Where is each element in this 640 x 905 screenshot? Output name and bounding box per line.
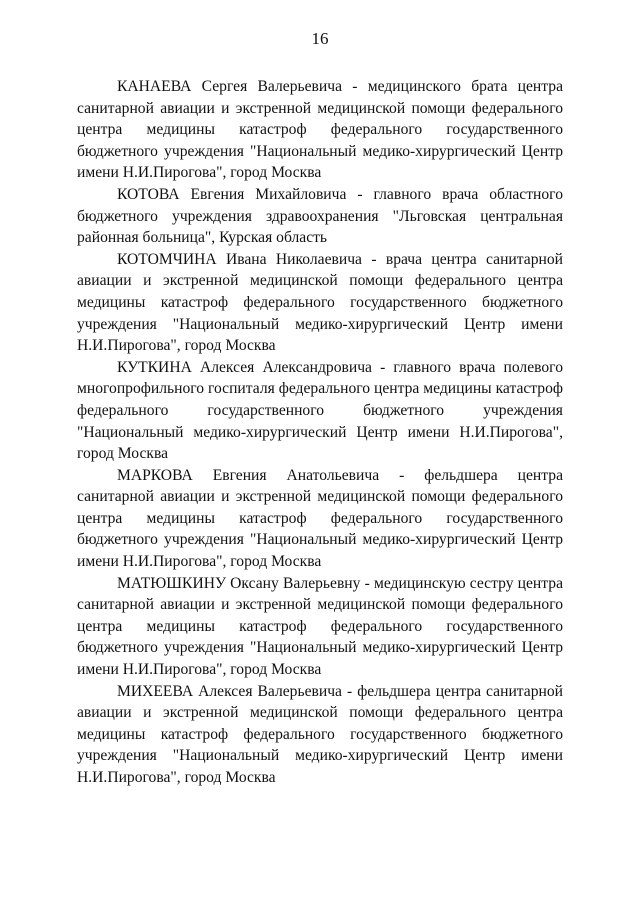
- list-item: КОТОМЧИНА Ивана Николаевича - врача центра санитарной авиации и экстренной медицинской помощи федерального центра медицины катастроф федерального государственного бюджетного учреждения "Национальный медико-хирургический Центр имени Н.И.Пирогова", город Москва: [77, 250, 563, 355]
- list-item: МАРКОВА Евгения Анатольевича - фельдшера центра санитарной авиации и экстренной медицинской помощи федерального центра медицины катастроф федерального государственного бюджетного учреждения "Национальный медико-хирургический Центр имени Н.И.Пирогова", город Москва: [77, 466, 563, 571]
- list-item: КАНАЕВА Сергея Валерьевича - медицинского брата центра санитарной авиации и экстренной медицинской помощи федерального центра медицины катастроф федерального государственного бюджетного учреждения "Национальный медико-хирургический Центр имени Н.И.Пирогова", город Москва: [77, 78, 563, 182]
- page-number: 16: [311, 29, 329, 48]
- list-item: МАТЮШКИНУ Оксану Валерьевну - медицинскую сестру центра санитарной авиации и экстренной медицинской помощи федерального центра медицины катастроф федерального государственного бюджетного учреждения "Национальный медико-хирургический Центр имени Н.И.Пирогова", город Москва: [77, 574, 563, 679]
- award-list: [77, 76, 563, 789]
- list-item: МИХЕЕВА Алексея Валерьевича - фельдшера центра санитарной авиации и экстренной медицинской помощи федерального центра медицины катастроф федерального государственного бюджетного учреждения "Национальный медико-хирургический Центр имени Н.И.Пирогова", город Москва: [77, 682, 563, 786]
- list-item: КУТКИНА Алексея Александровича - главного врача полевого многопрофильного госпиталя федерального центра медицины катастроф федерального государственного бюджетного учреждения "Национальный медико-хирургический Центр имени Н.И.Пирогова", город Москва: [77, 358, 563, 463]
- list-item: КОТОВА Евгения Михайловича - главного врача областного бюджетного учреждения здравоохранения "Льговская центральная районная больница", Курская область: [77, 185, 563, 247]
